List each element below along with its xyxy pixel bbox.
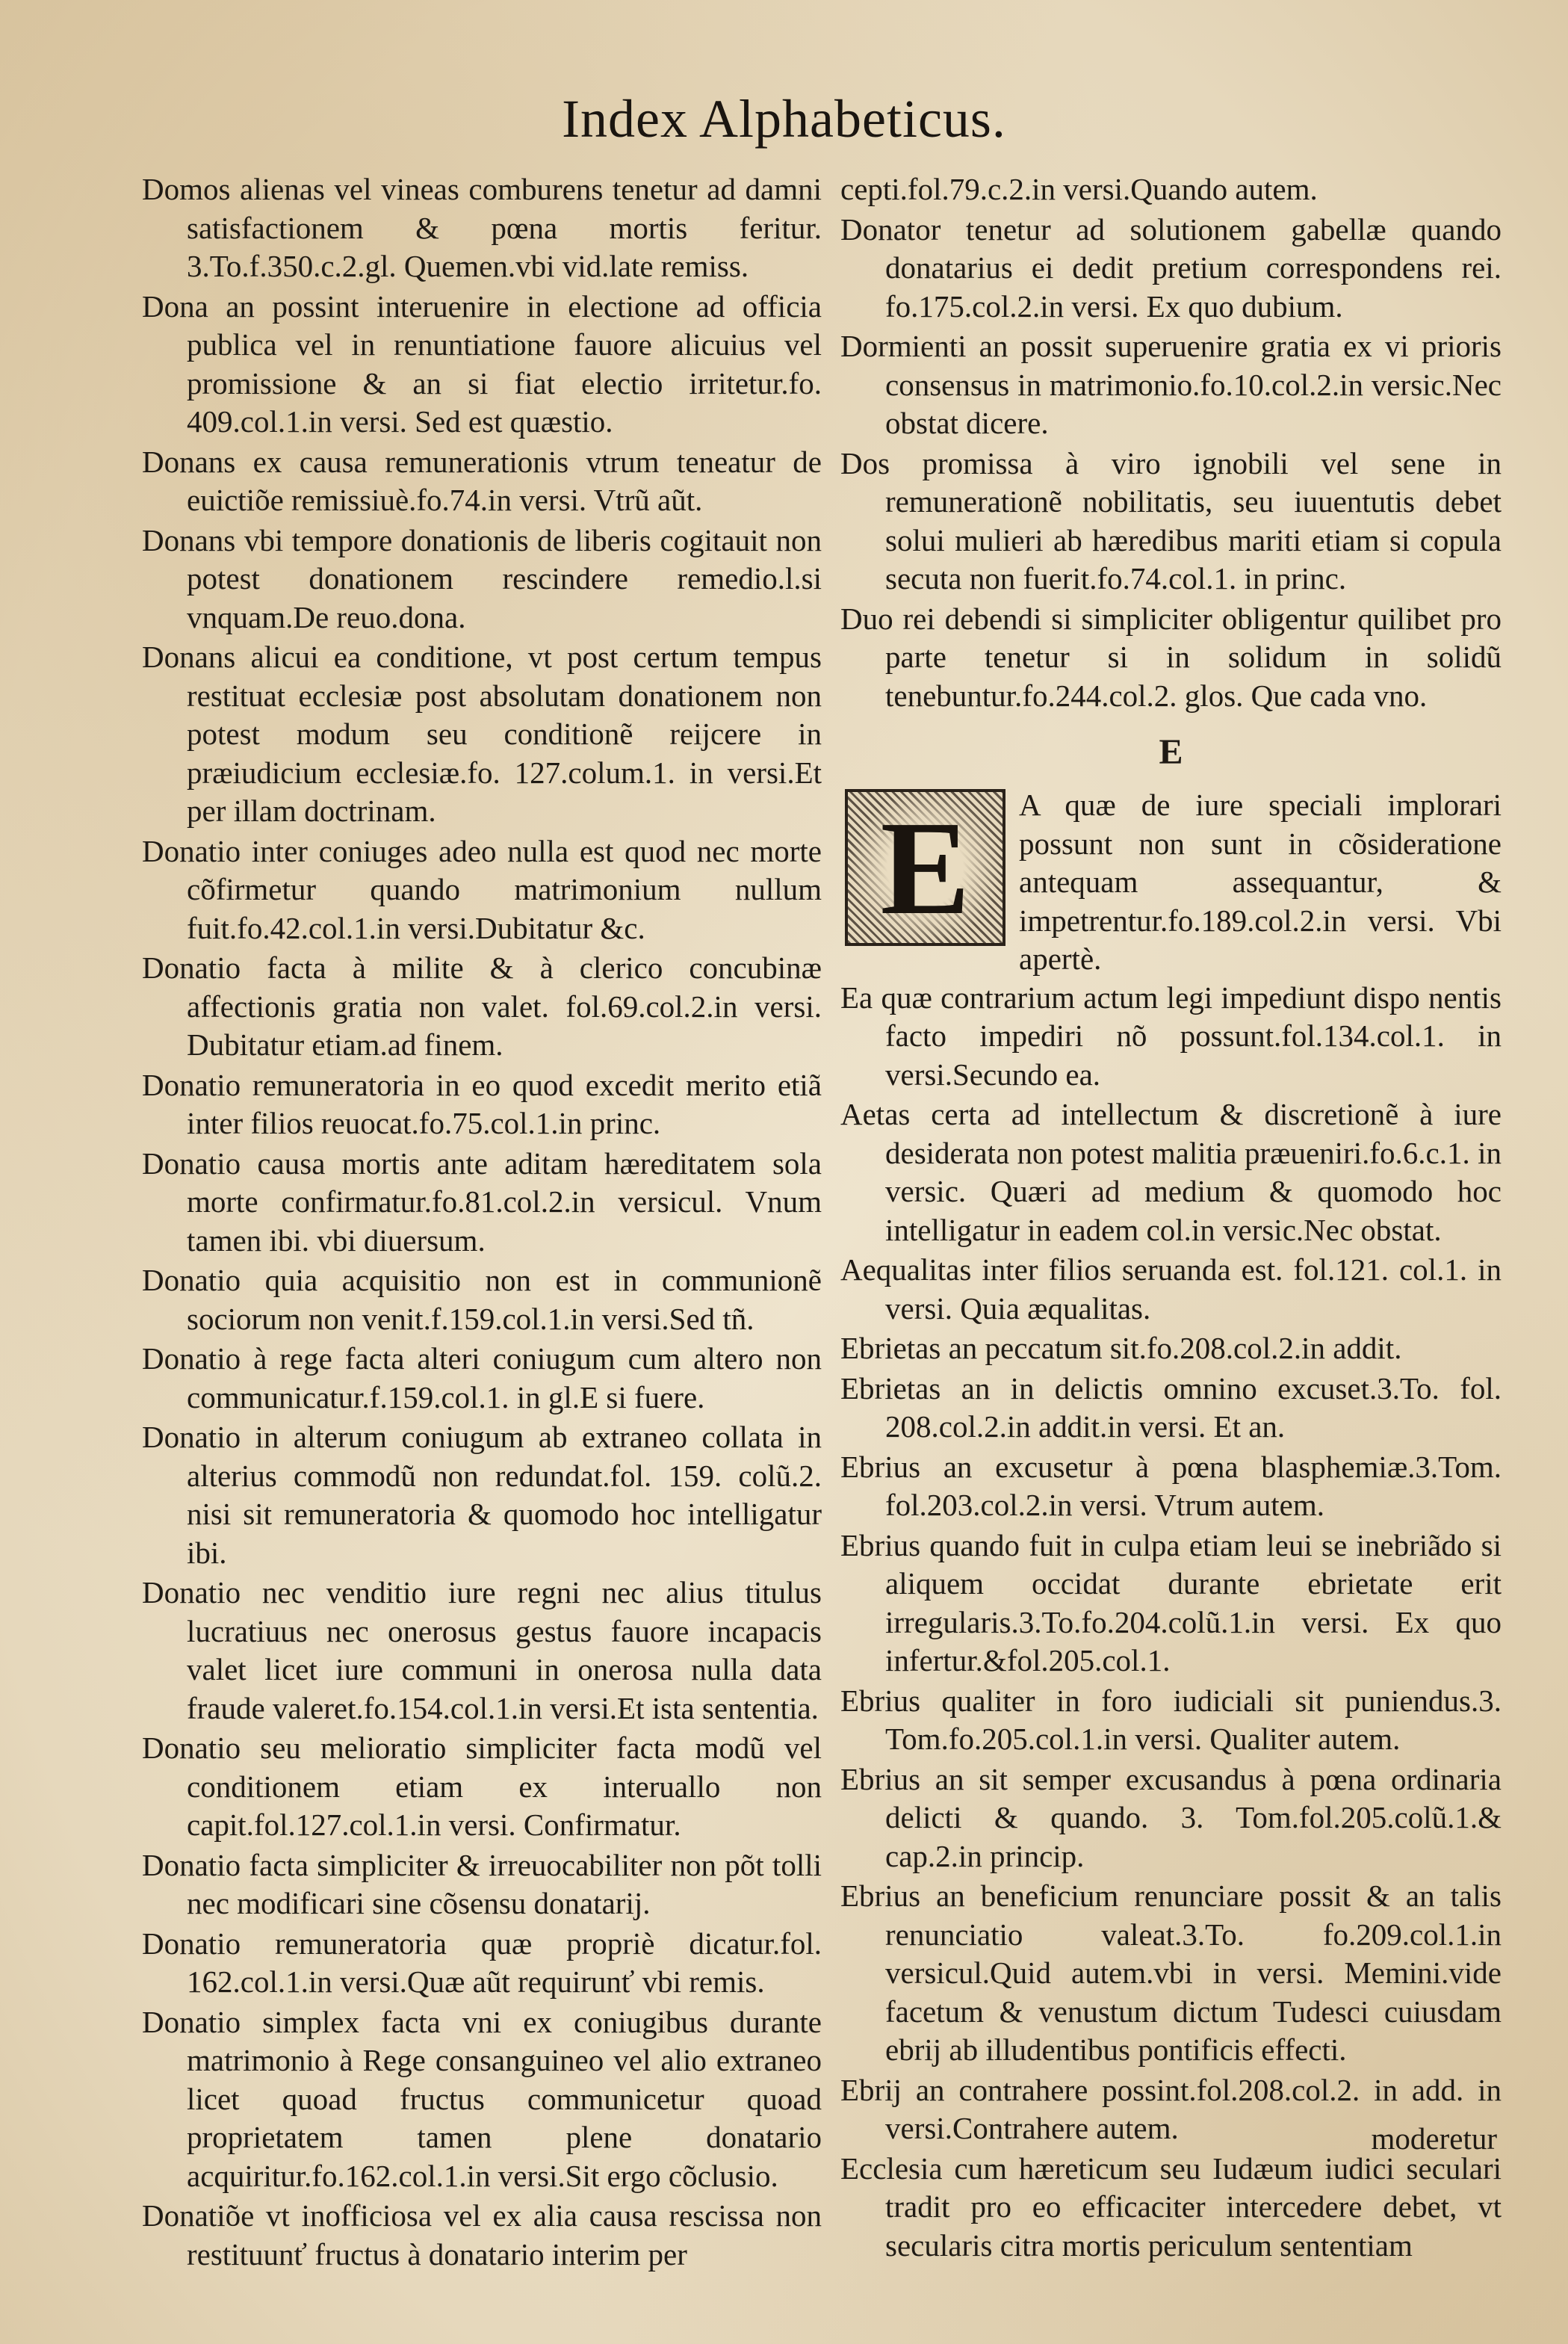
initial-letter: E (848, 792, 1003, 943)
index-entry: Duo rei debendi si simpliciter obligentur quilibet pro parte tenetur si in solidum in solidũ tenebuntur.fo.244.col.2. glos. Que cada vno. (840, 601, 1502, 713)
index-entry: Ebrij an contrahere possint.fol.208.col.2. in add. in versi.Contrahere autem. (840, 2072, 1502, 2145)
index-entry: Donatio simplex facta vni ex coniugibus durante matrimonio à Rege consanguineo vel alio extraneo licet quoad fructus communicetur quoad proprietatem tamen plene donatario acquiritur.fo.162.col.1.in versi.Sit ergo cõclusio. (142, 2004, 822, 2193)
index-entry: Donatio nec venditio iure regni nec alius titulus lucratiuus nec onerosus gestus fauore incapacis valet licet iure communi in onerosa nulla data fraude valeret.fo.154.col.1.in versi.Et ista sententia. (142, 1575, 822, 1725)
index-entry: Donatio facta à milite & à clerico concubinæ affectionis gratia non valet. fol.69.col.2.in versi. Dubitatur etiam.ad finem. (142, 950, 822, 1062)
index-entry: Donatio seu melioratio simpliciter facta modũ vel conditionem etiam ex interuallo non capit.fol.127.col.1.in versi. Confirmatur. (142, 1731, 822, 1842)
index-entry: Ea quæ contrarium actum legi impediunt dispo nentis facto impediri nõ possunt.fol.134.col.1. in versi.Secundo ea. (840, 980, 1502, 1092)
left-column (142, 170, 822, 2275)
index-entry: Donatio à rege facta alteri coniugum cum altero non communicatur.f.159.col.1. in gl.E si fuere. (142, 1341, 822, 1414)
index-entry: Ebrius an excusetur à pœna blasphemiæ.3.Tom. fol.203.col.2.in versi. Vtrum autem. (840, 1449, 1502, 1522)
index-entry: Donatio inter coniuges adeo nulla est quod nec morte cõfirmetur quando matrimonium nullum fuit.fo.42.col.1.in versi.Dubitatur &c. (142, 833, 822, 945)
index-entry: Donatio remuneratoria quæ propriè dicatur.fol. 162.col.1.in versi.Quæ aũt requirunť vbi remis. (142, 1926, 822, 1999)
index-entry: Donatio remuneratoria in eo quod excedit merito etiã inter filios reuocat.fo.75.col.1.in princ. (142, 1067, 822, 1140)
index-entry: Donator tenetur ad solutionem gabellæ quando donatarius ei dedit pretium correspondens rei. fo.175.col.2.in versi. Ex quo dubium. (840, 211, 1502, 324)
index-entry: Donans ex causa remunerationis vtrum teneatur de euictiõe remissiuè.fo.74.in versi. Vtrũ aũt. (142, 444, 822, 517)
index-entry: Donatio facta simpliciter & irreuocabiliter non põt tolli nec modificari sine cõsensu donatarij. (142, 1847, 822, 1920)
page-header: Index Alphabeticus. (562, 89, 1006, 149)
initial-block (840, 786, 1502, 979)
index-entry: Ebrietas an in delictis omnino excuset.3.To. fol. 208.col.2.in addit.in versi. Et an. (840, 1370, 1502, 1444)
index-entry: Ebrietas an peccatum sit.fo.208.col.2.in addit. (840, 1331, 1402, 1365)
index-entry: Aequalitas inter filios seruanda est. fol.121. col.1. in versi. Quia æqualitas. (840, 1252, 1502, 1326)
index-entry: Ebrius an sit semper excusandus à pœna ordinaria delicti & quando. 3. Tom.fol.205.colũ.1.& cap.2.in princip. (840, 1761, 1502, 1873)
index-entry: Domos alienas vel vineas comburens tenetur ad damni satisfactionem & pœna mortis feritur. 3.To.f.350.c.2.gl. Quemen.vbi vid.late remiss. (142, 172, 822, 283)
index-entry: Donatio in alterum coniugum ab extraneo collata in alterius commodũ non redundat.fol. 159. colũ.2. nisi sit remuneratoria & quomodo hoc intelligatur ibi. (142, 1420, 822, 1570)
index-entry: Dormienti an possit superuenire gratia ex vi prioris consensus in matrimonio.fo.10.col.2.in versic.Nec obstat dicere. (840, 329, 1502, 440)
decorated-initial (845, 789, 1005, 946)
section-letter: E (1159, 732, 1183, 772)
index-entry: Dona an possint interuenire in electione ad officia publica vel in renuntiatione fauore alicuius vel promissione & an si fiat electio irritetur.fo. 409.col.1.in versi. Sed est quæstio. (142, 288, 822, 439)
index-entry: Ebrius quando fuit in culpa etiam leui se inebriãdo si aliquem occidat durante ebrietate erit irregularis.3.To.fo.204.colũ.1.in versi. Ex quo infertur.&fol.205.col.1. (840, 1527, 1502, 1677)
index-entry: Donatio causa mortis ante aditam hæreditatem sola morte confirmatur.fo.81.col.2.in versicul. Vnum tamen ibi. vbi diuersum. (142, 1145, 822, 1258)
right-column (840, 170, 1502, 2266)
index-entry: Donans vbi tempore donationis de liberis cogitauit non potest donationem rescindere remedio.l.si vnquam.De reuo.dona. (142, 522, 822, 634)
index-entry: Ebrius qualiter in foro iudiciali sit puniendus.3. Tom.fo.205.col.1.in versi. Qualiter autem. (840, 1683, 1502, 1756)
index-entry: Donatiõe vt inofficiosa vel ex alia causa rescissa non restituunť fructus à donatario interim per (142, 2198, 822, 2272)
index-entry: Ecclesia cum hæreticum seu Iudæum iudici seculari tradit pro eo efficaciter intercedere debet, vt secularis citra mortis periculum sententiam (840, 2150, 1502, 2263)
index-entry: Donatio quia acquisitio non est in communionẽ sociorum non venit.f.159.col.1.in versi.Sed tñ. (142, 1263, 822, 1336)
index-entry: cepti.fol.79.c.2.in versi.Quando autem. (840, 172, 1318, 206)
index-entry: Ebrius an beneficium renunciare possit & an talis renunciatio valeat.3.To. fo.209.col.1.in versicul.Quid autem.vbi in versi. Memini.vide facetum & venustum dictum Tudesci cuiusdam ebrij ab illudentibus pontificis effecti. (840, 1878, 1502, 2067)
catchword: moderetur (1371, 2121, 1497, 2156)
index-entry: Donans alicui ea conditione, vt post certum tempus restituat ecclesiæ post absolutam donationem non potest modum seu conditionẽ reijcere in præiudicium ecclesiæ.fo. 127.colum.1. in versi.Et per illam doctrinam. (142, 640, 822, 828)
index-entry: A quæ de iure speciali implorari possunt non sunt in cõsideratione antequam assequantur, & impetrentur.fo.189.col.2.in versi. Vbi apertè. (1019, 788, 1502, 976)
index-entry: Dos promissa à viro ignobili vel sene in remunerationẽ nobilitatis, seu iuuentutis debet solui mulieri ab hæredibus mariti etiam si copula secuta non fuerit.fo.74.col.1. in princ. (840, 445, 1502, 596)
index-entry: Aetas certa ad intellectum & discretionẽ à iure desiderata non potest malitia præueniri.fo.6.c.1. in versic. Quæri ad medium & quomodo hoc intelligatur in eadem col.in versic.Nec obstat. (840, 1097, 1502, 1247)
